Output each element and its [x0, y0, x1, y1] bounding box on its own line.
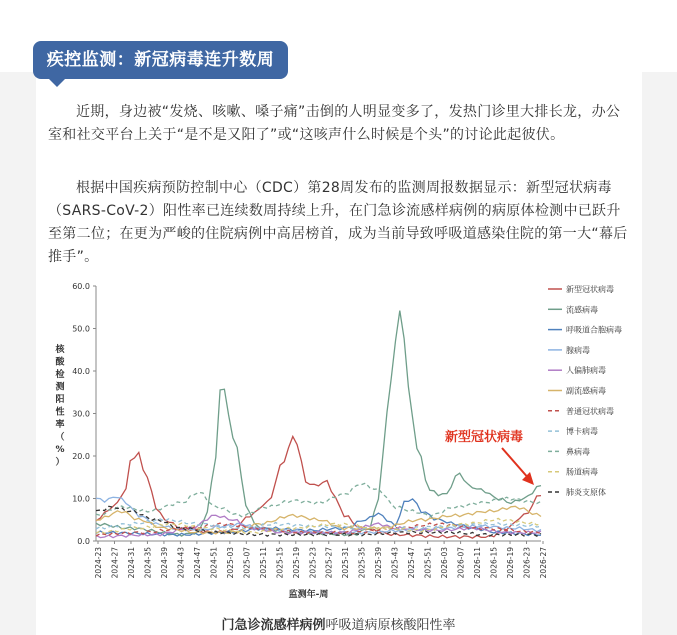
y-axis-label-char: 核 [55, 345, 65, 355]
x-tick-label: 2025-11 [258, 547, 268, 579]
legend-label: 肺炎支原体 [566, 488, 606, 497]
x-tick-label: 2024-31 [126, 547, 136, 579]
x-tick-label: 2024-47 [192, 547, 202, 579]
x-tick-label: 2026-11 [473, 547, 483, 579]
x-tick-label: 2026-15 [489, 547, 499, 579]
y-axis-label-char: 率 [55, 420, 65, 430]
legend-label: 腺病毒 [566, 345, 590, 355]
x-tick-label: 2024-39 [159, 547, 169, 579]
legend-label: 鼻病毒 [566, 447, 590, 457]
legend-label: 普通冠状病毒 [566, 406, 614, 416]
y-tick-label: 30.0 [72, 409, 90, 419]
x-tick-label: 2024-27 [110, 547, 120, 579]
x-tick-label: 2026-27 [539, 547, 548, 579]
legend-label: 人偏肺病毒 [566, 366, 606, 376]
y-tick-label: 0.0 [77, 537, 90, 546]
y-axis-label-char: （ [55, 432, 65, 443]
caption-rest: 呼吸道病原核酸阳性率 [325, 618, 456, 633]
y-tick-label: 40.0 [72, 367, 90, 376]
x-tick-label: 2026-19 [506, 547, 516, 579]
x-tick-label: 2025-07 [242, 547, 252, 579]
y-axis-label-char: 阳 [55, 395, 65, 405]
y-tick-label: 20.0 [72, 452, 90, 461]
y-tick-label: 60.0 [72, 282, 90, 291]
y-tick-label: 10.0 [72, 494, 90, 504]
y-tick-label: 50.0 [72, 324, 90, 334]
x-tick-label: 2025-51 [423, 547, 433, 579]
annotation-label: 新型冠状病毒 [445, 430, 524, 445]
x-tick-label: 2025-27 [324, 547, 334, 579]
x-tick-label: 2026-03 [440, 547, 450, 579]
x-tick-label: 2025-03 [225, 547, 235, 579]
legend-label: 流感病毒 [566, 305, 598, 315]
x-tick-label: 2025-47 [407, 547, 417, 579]
x-tick-label: 2024-43 [176, 547, 186, 579]
legend-label: 肠道病毒 [566, 467, 598, 477]
y-axis-label-char: 检 [55, 370, 65, 380]
article-paragraph-1: 近期，身边被“发烧、咳嗽、嗓子痛”击倒的人明显变多了，发热门诊里大排长龙，办公室和社交平台上关于“是不是又阳了”或“这咳声什么时候是个头”的讨论此起彼伏。 [48, 104, 621, 143]
x-tick-label: 2024-23 [94, 547, 103, 579]
x-tick-label: 2024-35 [143, 547, 153, 579]
legend-label: 副流感病毒 [566, 386, 606, 396]
x-tick-label: 2026-23 [522, 547, 532, 579]
x-tick-label: 2025-23 [308, 547, 318, 579]
x-tick-label: 2025-35 [357, 547, 367, 579]
x-tick-label: 2024-51 [209, 547, 219, 579]
x-tick-label: 2026-07 [456, 547, 466, 579]
section-title: 疾控监测：新冠病毒连升数周 [33, 41, 288, 79]
legend-label: 呼吸道合胞病毒 [566, 325, 622, 335]
x-tick-label: 2025-39 [374, 547, 384, 579]
y-axis-label-char: % [55, 445, 65, 455]
x-axis-label: 监测年-周 [288, 590, 329, 600]
y-axis-label-char: 测 [55, 382, 65, 393]
legend-label: 新型冠状病毒 [566, 285, 614, 294]
x-tick-label: 2025-15 [275, 547, 285, 579]
y-axis-label-char: 性 [55, 407, 65, 418]
x-tick-label: 2025-31 [341, 547, 351, 579]
series-line [96, 311, 541, 536]
x-tick-label: 2025-43 [390, 547, 400, 579]
x-tick-label: 2025-19 [291, 547, 301, 579]
article-paragraph-2: 根据中国疾病预防控制中心（CDC）第28周发布的监测周报数据显示：新型冠状病毒（SARS-CoV-2）阳性率已连续数周持续上升，在门急诊流感样病例的病原体检测中已跃升至第二位；在更为严峻的住院病例中高居榜首，成为当前导致呼吸道感染住院的第一大“幕后推手”。 [48, 180, 628, 265]
legend-label: 博卡病毒 [566, 427, 598, 437]
y-axis-label-char: ） [55, 457, 65, 468]
annotation-arrow [502, 448, 530, 480]
y-axis-label-char: 酸 [55, 357, 65, 368]
figure-caption [0, 614, 677, 633]
caption-bold: 门急诊流感样病例 [221, 618, 326, 633]
